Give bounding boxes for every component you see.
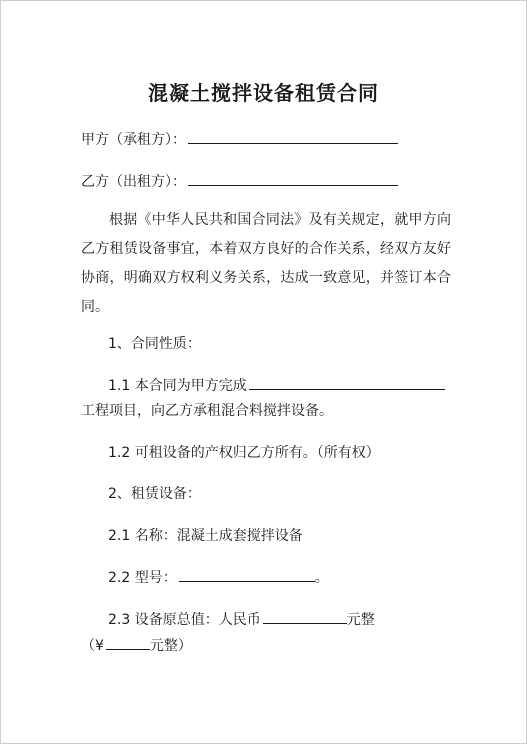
- model-blank: [179, 567, 315, 582]
- section-1-heading: 1、合同性质：: [108, 336, 201, 352]
- party-b-label: 乙方（出租方）：: [81, 174, 186, 190]
- value-figures-blank: [106, 635, 150, 650]
- clause-2-3-prefix: 2.3 设备原总值：人民币: [108, 612, 261, 628]
- clause-1-1-line: [108, 375, 445, 396]
- section-2-heading: 2、租赁设备：: [108, 486, 201, 502]
- party-a-label: 甲方（承租方）：: [81, 132, 186, 148]
- clause-2-3-line2: [81, 635, 192, 656]
- project-name-blank: [249, 375, 445, 390]
- clause-2-2-line: [108, 567, 329, 588]
- preamble-paragraph: 根据《中华人民共和国合同法》及有关规定，就甲方向乙方租赁设备事宜，本着双方良好的合作关系，经双方友好协商，明确双方权利义务关系，达成一致意见，并签订本合同。: [81, 212, 451, 315]
- clause-1-1-suffix: 工程项目，向乙方承租混合料搅拌设备。: [81, 403, 333, 419]
- clause-2-1: 2.1 名称：混凝土成套搅拌设备: [108, 528, 303, 544]
- party-b-line: [81, 171, 398, 192]
- clause-2-2-prefix: 2.2 型号：: [108, 570, 177, 586]
- clause-1-1-prefix: 1.1 本合同为甲方完成: [108, 378, 247, 394]
- clause-2-3-line2-prefix: （¥: [81, 638, 104, 654]
- party-a-blank: [188, 129, 398, 144]
- clause-1-2: 1.2 可租设备的产权归乙方所有。（所有权）: [108, 445, 380, 461]
- party-a-line: [81, 129, 398, 150]
- clause-2-3-line: [108, 609, 375, 630]
- original-value-blank: [263, 609, 347, 624]
- clause-2-2-suffix: 。: [314, 570, 329, 586]
- document-title: 混凝土搅拌设备租赁合同: [148, 81, 379, 105]
- clause-2-3-suffix: 元整: [346, 612, 375, 628]
- clause-2-3-line2-suffix: 元整）: [149, 638, 192, 654]
- party-b-blank: [188, 171, 398, 186]
